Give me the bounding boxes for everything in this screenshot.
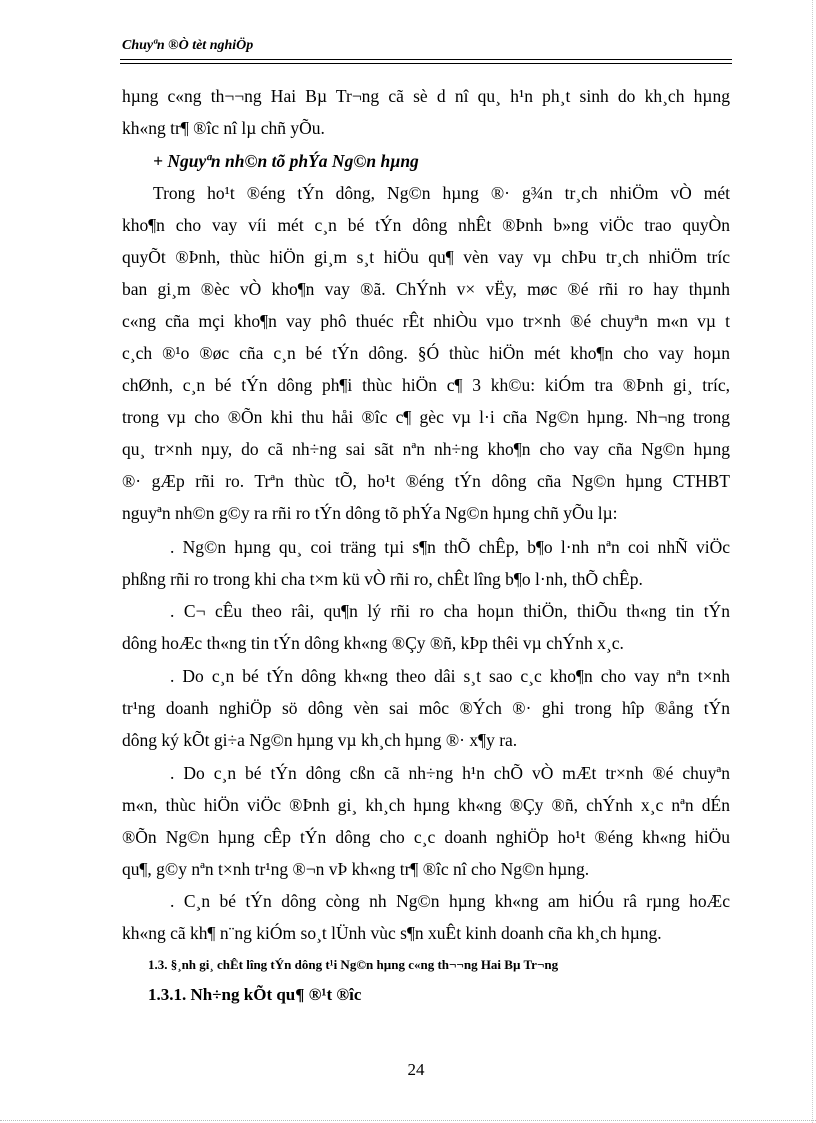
- text-line: m«n, thùc hiÖn viÖc ®Þnh gi¸ kh¸ch hµng kh«ng ®Çy ®ñ, chÝnh x¸c nªn dÉn: [122, 795, 730, 815]
- text-line: c¸ch ®¹o ®øc cña c¸n bé tÝn dông. §Ó thùc hiÖn mét kho¶n cho vay hoµn: [122, 343, 730, 363]
- text-line: dông ký kÕt gi÷a Ng©n hµng vµ kh¸ch hµng ®· x¶y ra.: [122, 730, 518, 750]
- bullet-line: . Do c¸n bé tÝn dông cßn cã nh÷ng h¹n chÕ vÒ mÆt tr×nh ®é chuyªn: [170, 763, 730, 783]
- text-line: ban gi¸m ®èc vÒ kho¶n vay ®ã. ChÝnh v× vËy, møc ®é rñi ro hay thµnh: [122, 279, 730, 299]
- page-number: 24: [407, 1060, 425, 1079]
- text-line: ®Õn Ng©n hµng cÊp tÝn dông cho c¸c doanh nghiÖp ho¹t ®éng kh«ng hiÖu: [122, 827, 730, 847]
- text-line: qu¸ tr×nh nµy, do cã nh÷ng sai sãt nªn nh÷ng kho¶n cho vay cña Ng©n hµng: [122, 439, 730, 459]
- header-rule-thick: [120, 59, 732, 60]
- text-line: quyÕt ®Þnh, thùc hiÖn gi¸m s¸t hiÖu qu¶ vèn vay vµ chÞu tr¸ch nhiÖm tríc: [122, 247, 730, 267]
- text-line: qu¶, g©y nªn t×nh tr¹ng ®¬n vÞ kh«ng tr¶ ®îc nî cho Ng©n hµng.: [122, 859, 590, 879]
- text-line: c«ng cña mçi kho¶n vay phô thuéc rÊt nhiÒu vµo tr×nh ®é chuyªn m«n vµ t: [122, 311, 730, 331]
- running-header: Chuyªn ®Ò tèt nghiÖp: [122, 38, 254, 53]
- text-line: Trong ho¹t ®éng tÝn dông, Ng©n hµng ®· g¾n tr¸ch nhiÖm vÒ mét: [153, 183, 730, 203]
- section-title: 1.3. §¸nh gi¸ chÊt lîng tÝn dông t¹i Ng©n hµng c«ng th¬¬ng Hai Bµ Tr¬ng: [148, 957, 559, 972]
- page-edge-right: [812, 0, 813, 1123]
- text-line: phßng rñi ro trong khi cha t×m kü vÒ rñi ro, chÊt lîng b¶o l·nh, thÕ chÊp.: [122, 569, 643, 589]
- text-line: chØnh, c¸n bé tÝn dông ph¶i thùc hiÖn c¶ 3 kh©u: kiÓm tra ®Þnh gi¸ tríc,: [122, 375, 730, 395]
- bullet-line: . C¸n bé tÝn dông còng nh Ng©n hµng kh«ng am hiÓu râ rµng hoÆc: [170, 891, 730, 911]
- text-line: hµng c«ng th¬¬ng Hai Bµ Tr¬ng cã sè d nî qu¸ h¹n ph¸t sinh do kh¸ch hµng: [122, 86, 730, 106]
- text-line: ®· gÆp rñi ro. Trªn thùc tÕ, ho¹t ®éng tÝn dông cña Ng©n hµng CTHBT: [122, 471, 730, 491]
- header-rule-thin: [120, 63, 732, 64]
- section-heading: + Nguyªn nh©n tõ phÝa Ng©n hµng: [153, 151, 419, 171]
- text-line: tr¹ng doanh nghiÖp sö dông vèn sai môc ®Ých ®· ghi trong hîp ®ång tÝn: [122, 698, 730, 718]
- subsection-title: 1.3.1. Nh÷ng kÕt qu¶ ®¹t ®îc: [148, 985, 362, 1004]
- text-line: nguyªn nh©n g©y ra rñi ro tÝn dông tõ phÝa Ng©n hµng chñ yÕu lµ:: [122, 503, 618, 523]
- bullet-line: . C¬ cÊu theo râi, qu¶n lý rñi ro cha hoµn thiÖn, thiÕu th«ng tin tÝn: [170, 601, 730, 621]
- bullet-line: . Ng©n hµng qu¸ coi träng tµi s¶n thÕ chÊp, b¶o l·nh nªn coi nhÑ viÖc: [170, 537, 730, 557]
- text-line: kh«ng tr¶ ®îc nî lµ chñ yÕu.: [122, 118, 325, 138]
- text-line: kho¶n cho vay víi mét c¸n bé tÝn dông nhÊt ®Þnh b»ng viÖc trao quyÒn: [122, 215, 730, 235]
- text-line: kh«ng cã kh¶ n¨ng kiÓm so¸t lÜnh vùc s¶n xuÊt kinh doanh cña kh¸ch hµng.: [122, 923, 662, 943]
- text-line: dông hoÆc th«ng tin tÝn dông kh«ng ®Çy ®ñ, kÞp thêi vµ chÝnh x¸c.: [122, 633, 624, 653]
- page-edge-bottom: [0, 1120, 816, 1121]
- bullet-line: . Do c¸n bé tÝn dông kh«ng theo dâi s¸t sao c¸c kho¶n cho vay nªn t×nh: [170, 666, 730, 686]
- text-line: trong vµ cho ®Õn khi thu håi ®îc c¶ gèc vµ l·i cña Ng©n hµng. Nh¬ng trong: [122, 407, 730, 427]
